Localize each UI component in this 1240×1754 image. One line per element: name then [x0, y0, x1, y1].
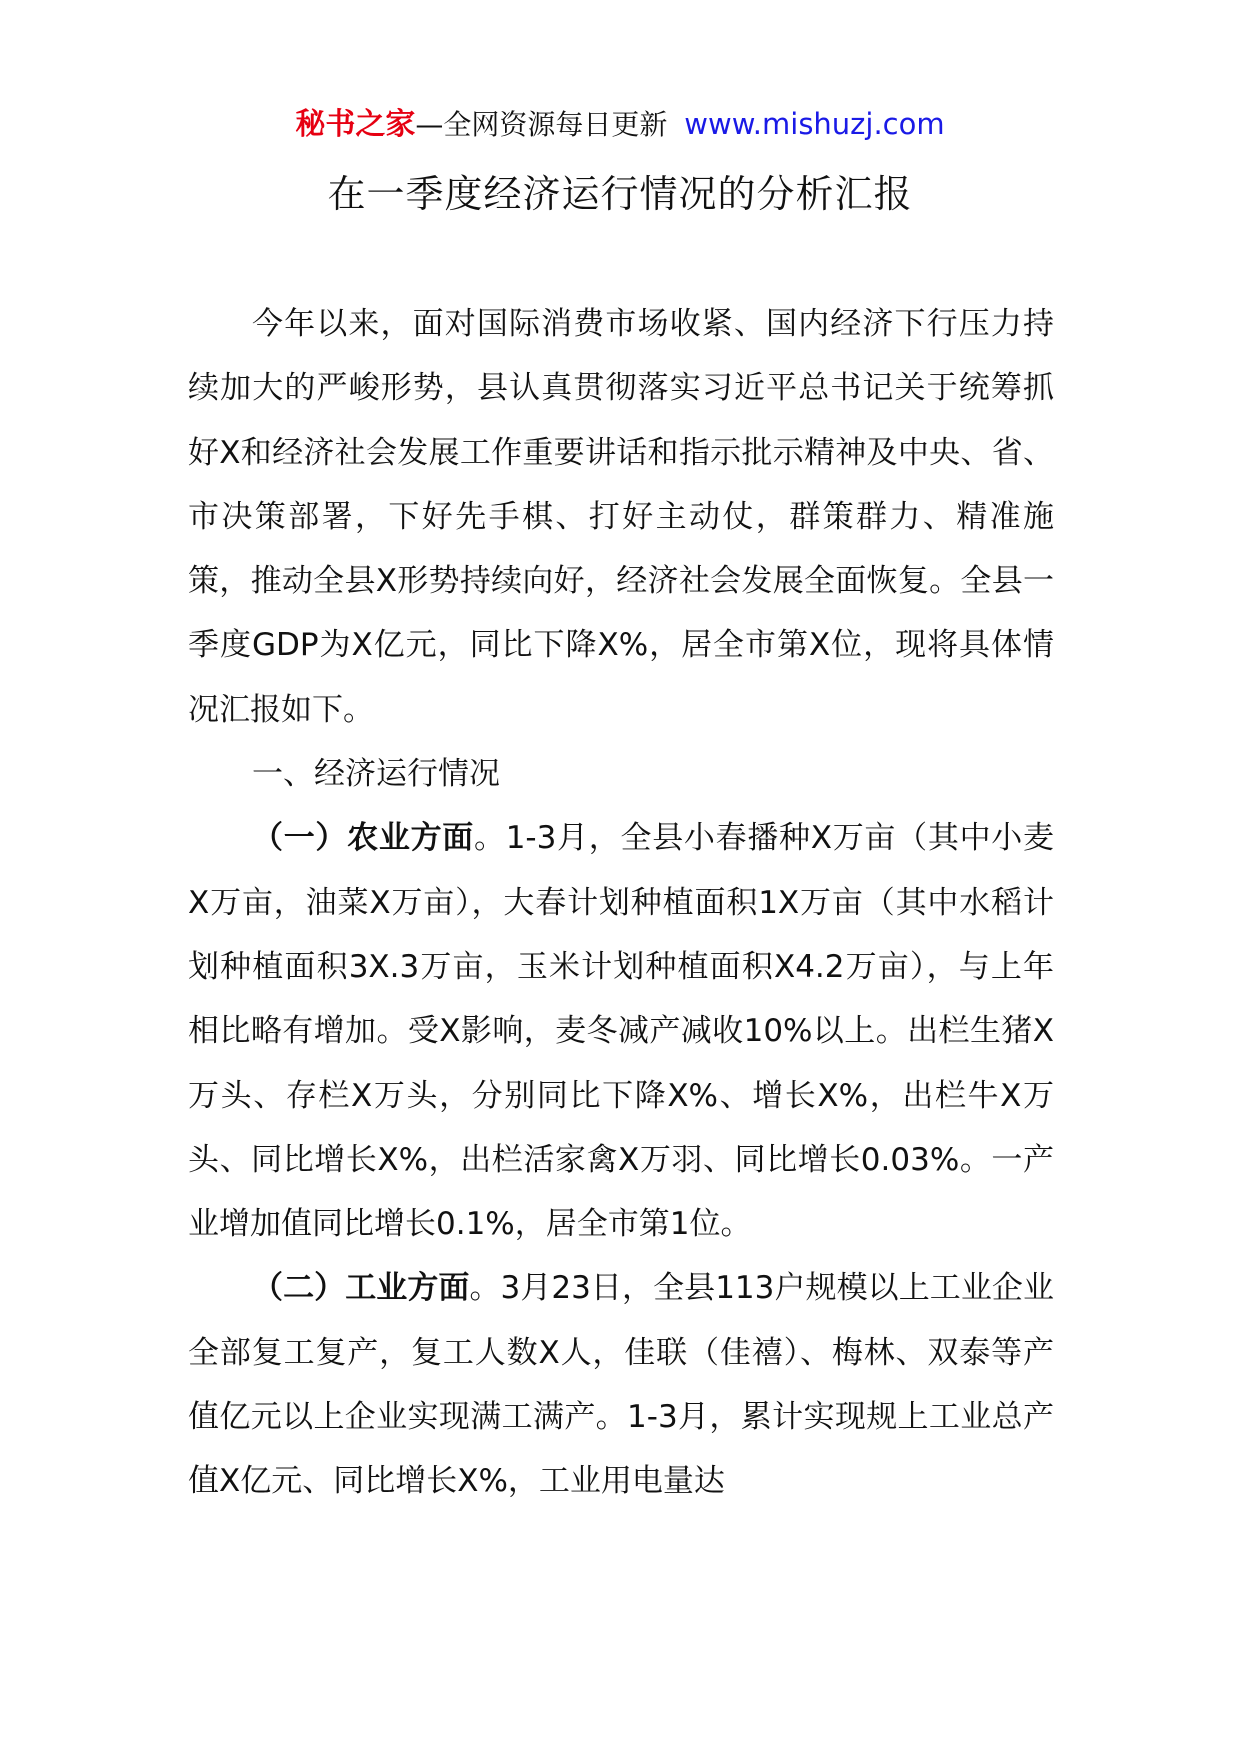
agriculture-text: 。1-3月，全县小春播种X万亩（其中小麦X万亩，油菜X万亩），大春计划种植面积1X万亩（其中水稻计划种植面积3X.3万亩，玉米计划种植面积X4.2万亩），与上年相比略有增加。受X影响，麦冬减产减收10%以上。出栏生猪X万头、存栏X万头，分别同比下降X%、增长X%，出栏牛X万头、同比增长X%，出栏活家禽X万羽、同比增长0.03%。一产业增加值同比增长0.1%，居全市第1位。 [188, 820, 1054, 1243]
industry-label: （二）工业方面 [252, 1270, 470, 1307]
agriculture-label: （一）农业方面 [252, 820, 474, 857]
intro-paragraph: 今年以来，面对国际消费市场收紧、国内经济下行压力持续加大的严峻形势，县认真贯彻落实习近平总书记关于统筹抓好X和经济社会发展工作重要讲话和指示批示精神及中央、省、市决策部署，下好先手棋、打好主动仗，群策群力、精准施策，推动全县X形势持续向好，经济社会发展全面恢复。全县一季度GDP为X亿元，同比下降X%，居全市第X位，现将具体情况汇报如下。 [188, 306, 1054, 728]
document-title: 在一季度经济运行情况的分析汇报 [327, 172, 913, 216]
site-header [0, 100, 1240, 149]
document-body [188, 292, 1054, 1514]
industry-paragraph [188, 1256, 1054, 1513]
section-heading: 一、经济运行情况 [252, 756, 500, 793]
industry-text: 。3月23日，全县113户规模以上工业企业全部复工复产，复工人数X人，佳联（佳禧）、梅林、双泰等产值亿元以上企业实现满工满产。1-3月，累计实现规上工业总产值X亿元、同比增长X%，工业用电量达 [188, 1270, 1054, 1500]
site-url-link[interactable]: www.mishuzj.com [684, 107, 945, 141]
agriculture-paragraph [188, 806, 1054, 1256]
brand-name: 秘书之家 [295, 107, 416, 142]
header-tagline: —全网资源每日更新 [415, 108, 668, 141]
